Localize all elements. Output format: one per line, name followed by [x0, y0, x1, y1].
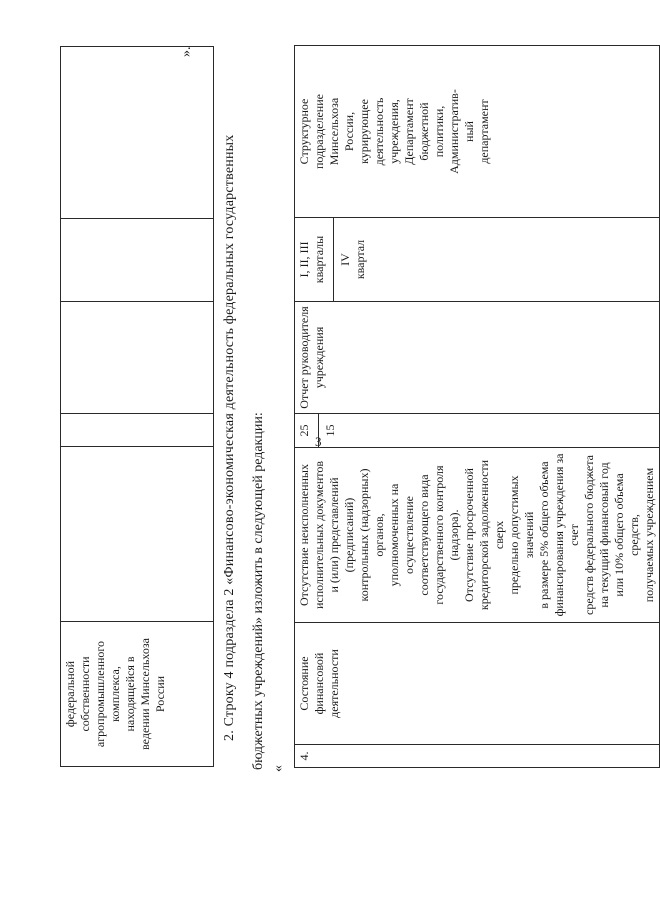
responsible-text: Структурное подразделение Минсельхоза России, курирующее деятельность учреждения, Департамент бюджетной политики, Административ- ный департамент [297, 89, 491, 174]
score-cell [295, 414, 660, 448]
report-cell [295, 302, 660, 414]
period-top: I, II, III кварталы [295, 218, 334, 301]
amendment-paragraph-line-1: 2. Строку 4 подраздела 2 «Финансово-экономическая деятельность федеральных государственных [222, 134, 237, 741]
closing-quote: ». [179, 46, 194, 57]
amendment-paragraph-line-2: бюджетных учреждений» изложить в следующей редакции: [251, 412, 266, 770]
indicator-cell [295, 623, 660, 745]
score-bottom: 15 [323, 424, 337, 437]
period-bottom: IV квартал [338, 239, 367, 280]
page-number: 3 [315, 434, 322, 449]
period-cell [295, 218, 660, 302]
top-table-cell-empty [61, 302, 214, 414]
top-table-cell-empty [61, 414, 214, 447]
top-table-cell-content: федеральной собственности агропромышленного комплекса, находящейся в ведении Минсельхоза России [63, 638, 167, 750]
responsible-cell [295, 46, 660, 218]
score-top: 25 [295, 414, 319, 447]
top-table-cell-empty [61, 219, 214, 302]
top-table-cell-empty [61, 47, 214, 219]
criterion-cell [295, 448, 660, 623]
top-table-continuation [60, 46, 214, 767]
criterion-text: Отсутствие неисполненных исполнительных документов и (или) представлений (предписаний) контрольных (надзорных) органов, уполномоченных на осуществление соответствующего вида государственного контроля (надзора). Отсутствие просроченной кредиторской задолженности сверх предельно допустимых значений в размере 5% общего объема финансирования учреждения за счет средств федерального бюджета на текущий финансовый год или 10% общего объема средств, получаемых учреждением [297, 453, 656, 617]
opening-quote: « [271, 765, 286, 772]
top-table-cell-text [61, 622, 214, 767]
row-number: 4. [295, 745, 660, 768]
report-text: Отчет руководителя учреждения [297, 306, 326, 409]
top-table-cell-empty [61, 447, 214, 622]
indicator-text: Состояние финансовой деятельности [297, 649, 341, 718]
row-4-table [294, 45, 660, 768]
